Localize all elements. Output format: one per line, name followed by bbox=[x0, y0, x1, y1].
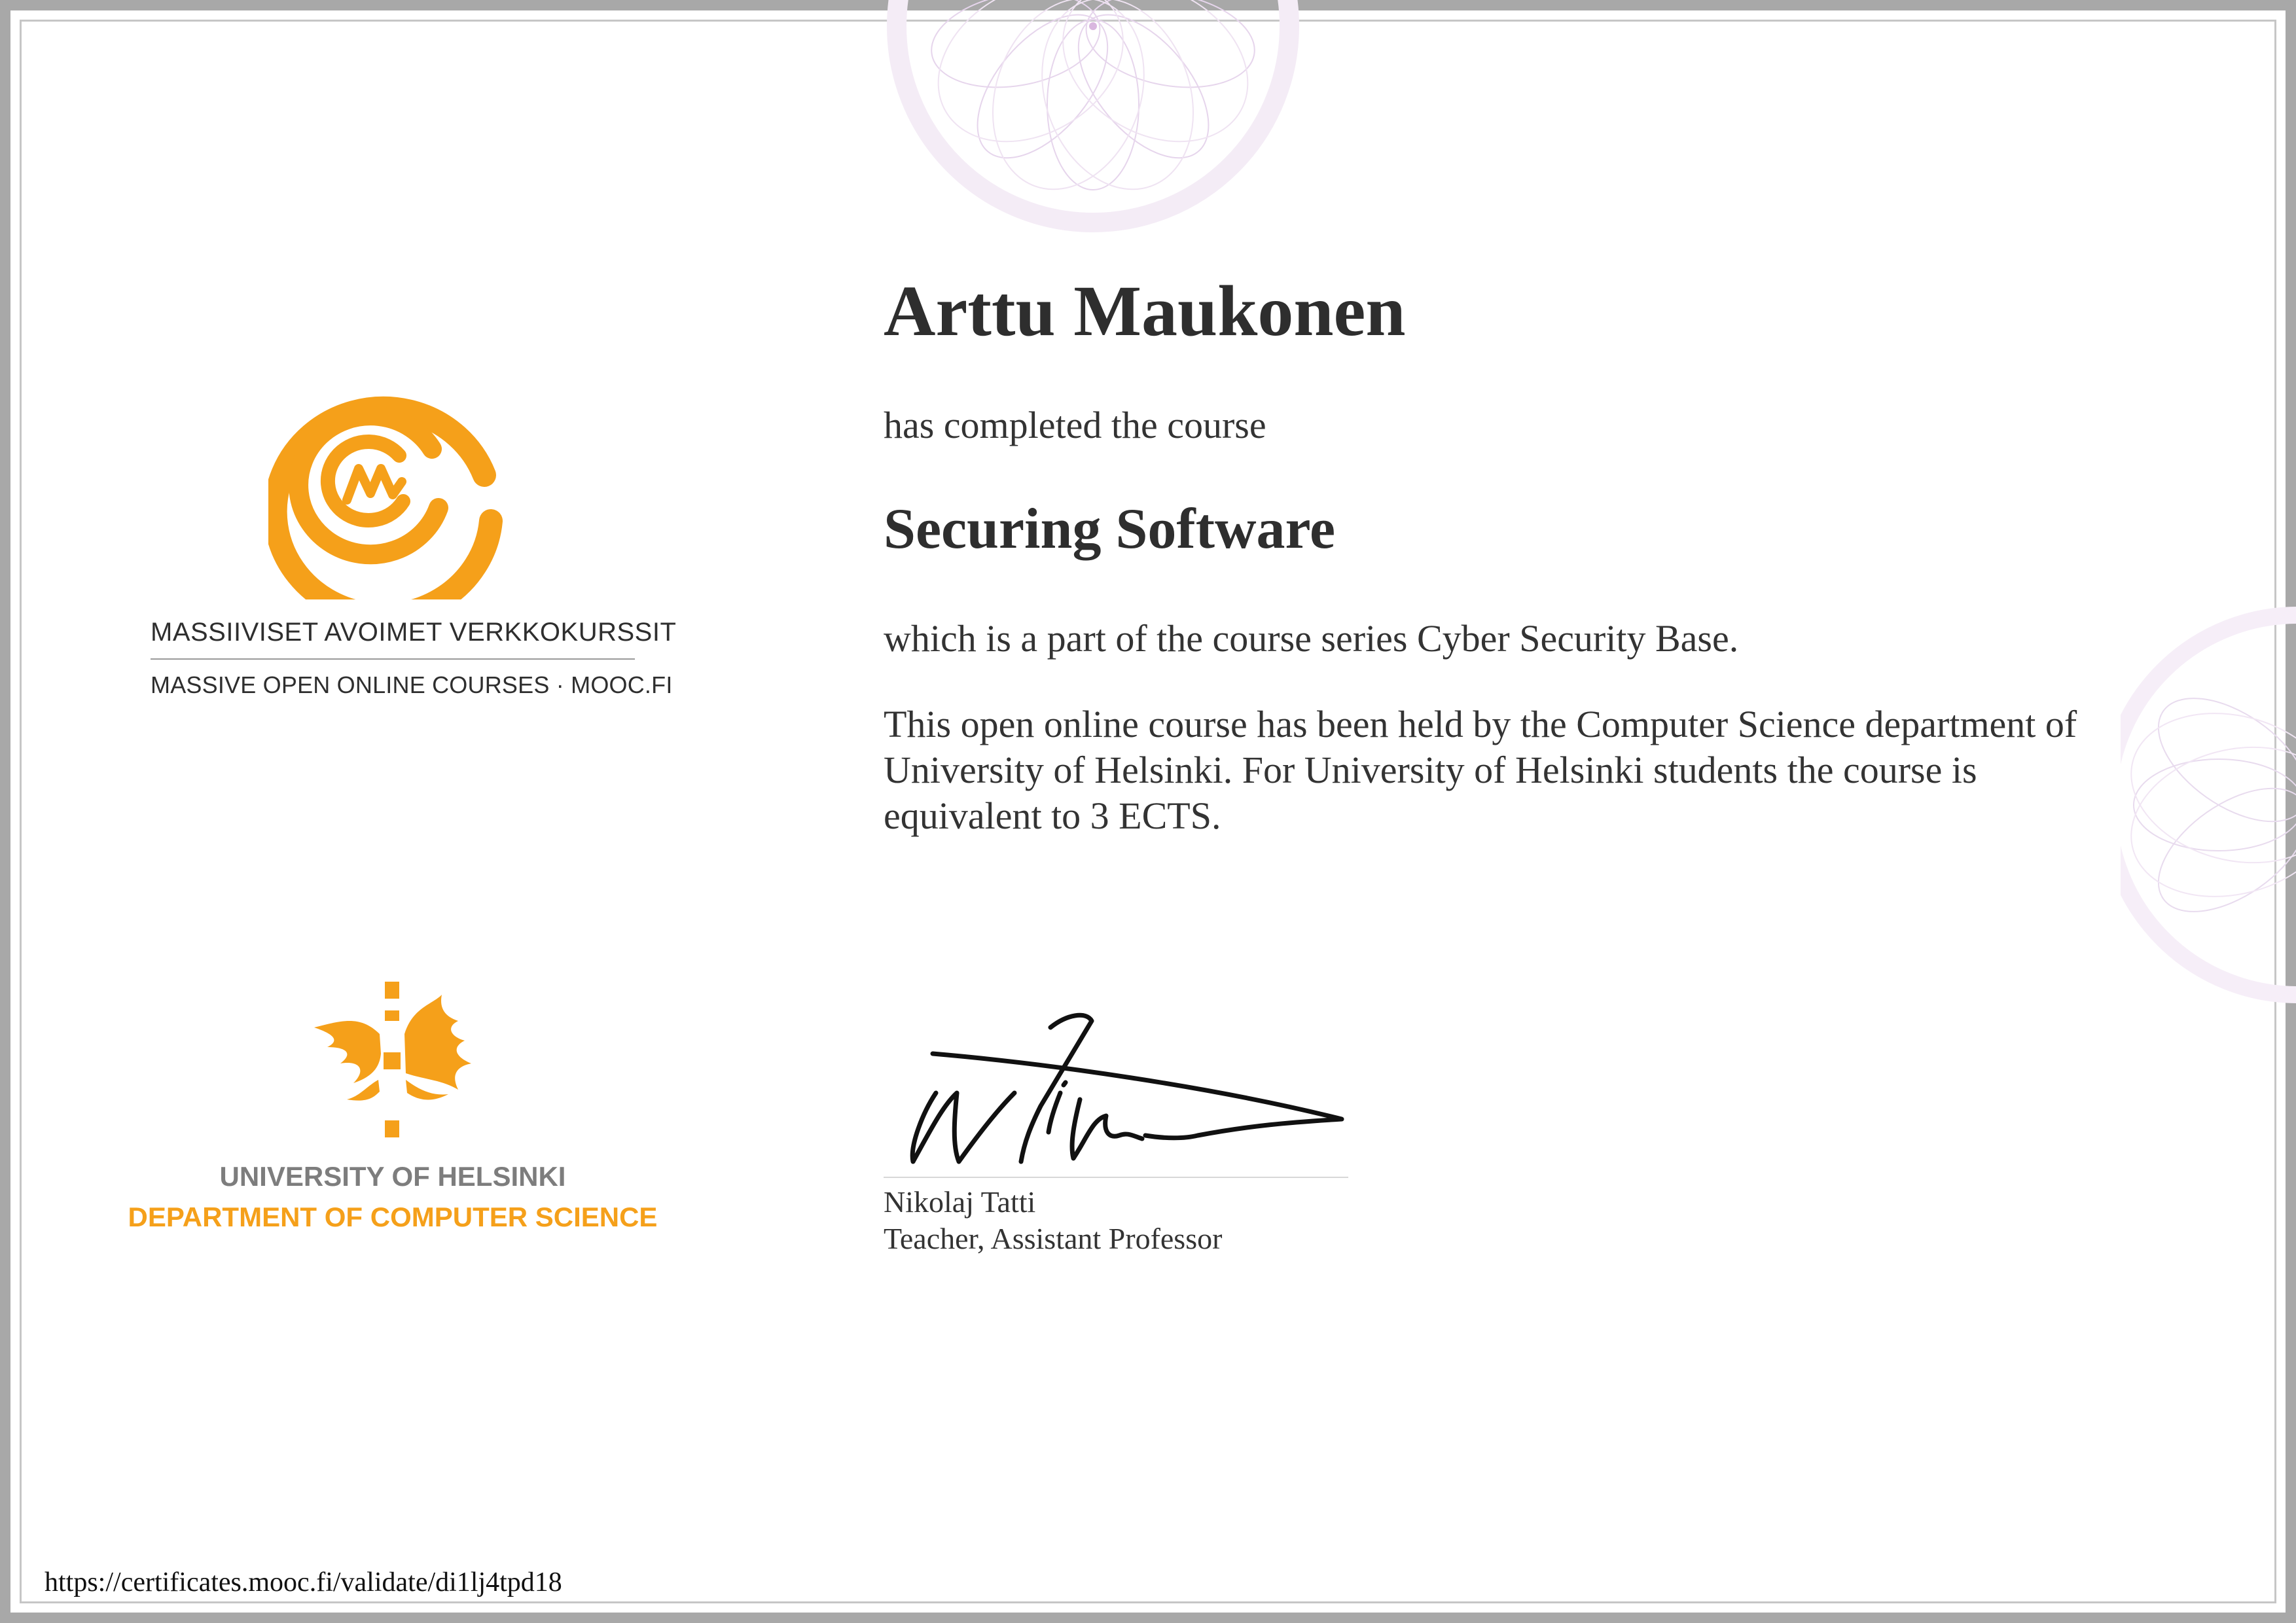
course-description: This open online course has been held by the Computer Science department of University of Helsinki. For University of Helsinki students the course is equivalent to 3 ECTS. bbox=[884, 703, 2077, 837]
mooc-spiral-icon bbox=[268, 377, 511, 599]
handwritten-signature bbox=[884, 1001, 1368, 1185]
helsinki-flame-icon bbox=[301, 982, 484, 1139]
validation-url: https://certificates.mooc.fi/validate/di1lj4tpd18 bbox=[45, 1567, 562, 1597]
mooc-logo-line2: MASSIVE OPEN ONLINE COURSES · MOOC.FI bbox=[151, 671, 673, 698]
university-name: UNIVERSITY OF HELSINKI bbox=[219, 1161, 566, 1192]
course-series-statement: which is a part of the course series Cyber Security Base. bbox=[884, 617, 1739, 660]
mooc-logo-divider bbox=[151, 658, 635, 660]
course-title: Securing Software bbox=[884, 497, 1336, 561]
mooc-logo-line1: MASSIIVISET AVOIMET VERKKOKURSSIT bbox=[151, 618, 677, 647]
signature-block bbox=[884, 1001, 1368, 1276]
signature-line bbox=[884, 1177, 1348, 1178]
rosette-top-watermark bbox=[831, 0, 1355, 275]
signer-name: Nikolaj Tatti bbox=[884, 1185, 1036, 1219]
signer-title: Teacher, Assistant Professor bbox=[884, 1222, 1223, 1255]
department-name: DEPARTMENT OF COMPUTER SCIENCE bbox=[128, 1202, 658, 1232]
rosette-right-watermark bbox=[2121, 576, 2296, 1034]
recipient-name: Arttu Maukonen bbox=[884, 271, 1406, 351]
completion-statement: has completed the course bbox=[884, 404, 1266, 446]
